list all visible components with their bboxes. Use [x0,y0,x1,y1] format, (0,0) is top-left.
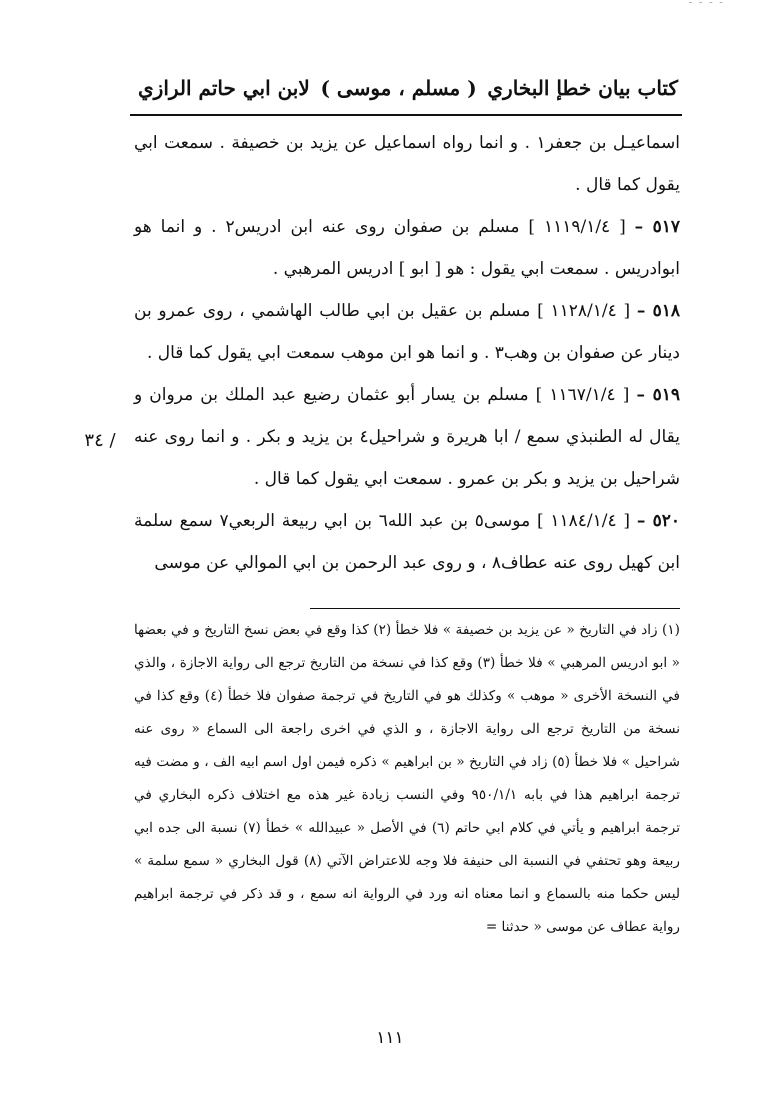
margin-page-marker: / ٣٤ [84,430,116,451]
entry-reference: [ ١١٢٨/١/٤ ] [537,301,631,321]
section-title: ( مسلم ، موسى ) [320,76,477,100]
entry-519 [134,374,680,500]
entry-number: ٥١٧ – [634,217,681,237]
main-text [134,122,680,584]
corner-mark: ˘ ˘ ˘ ˘ [688,2,725,10]
entry-text: مسلم بن عقيل بن ابي طالب الهاشمي ، روى عمرو بن دينار عن صفوان بن وهب٣ . و انما هو ابن موهب سمعت ابي يقول كما قال . [134,301,680,363]
entry-reference: [ ١١١٩/١/٤ ] [528,217,626,237]
header-rule [130,114,682,116]
footnotes [134,614,680,944]
entry-520 [134,500,680,584]
book-title: كتاب بيان خطإ البخاري [487,76,678,100]
footnote-separator [310,608,680,609]
entry-number: ٥١٨ – [636,301,681,321]
page-header [138,68,678,108]
entry-517 [134,206,680,290]
entry-518 [134,290,680,374]
page-number: ١١١ [376,1028,404,1048]
entry-reference: [ ١١٦٧/١/٤ ] [535,385,630,405]
intro-paragraph: اسماعيـل بن جعفر١ . و انما رواه اسماعيل عن يزيد بن خصيفة . سمعت ابي يقول كما قال . [134,133,680,195]
entry-number: ٥١٩ – [636,385,680,405]
author-name: لابن ابي حاتم الرازي [138,76,310,100]
footnote-text: (١) زاد في التاريخ « عن يزيد بن خصيفة » فلا خطأ (٢) كذا وقع في بعض نسخ التاريخ و في بعضها « ابو ادريس المرهبي » فلا خطأ (٣) وقع كذا في نسخة من التاريخ ترجع الى رواية الاجازة ، والذي في النسخة الأخرى « موهب » وكذلك هو في التاريخ في ترجمة صفوان فلا خطأ (٤) وقع كذا في نسخة من التاريخ ترجع الى رواية الاجازة ، و الذي في اخرى راجعة الى السماع « روى عنه شراحيل » فلا خطأ (٥) زاد في التاريخ « بن ابراهيم » ذكره فيمن اول اسم ابيه الف ، و مضت فيه ترجمة ابراهيم هذا في بابه ٩٥٠/١/١ وفي النسب زيادة غير هذه مع اختلاف ذكره البخاري في ترجمة ابراهيم و يأتي في كلام ابي حاتم (٦) في الأصل « عبيدالله » خطأ (٧) نسبة الى جده ابي ربيعة وهو تحتفي في النسبة الى حنيفة فلا وجه للاعتراض الآتي (٨) قول البخاري « سمع سلمة » ليس حكما منه بالسماع و انما معناه انه ورد في الرواية انه سمع ، و قد ذكر في ترجمة ابراهيم رواية عطاف عن موسى « حدثنا = [134,622,680,935]
entry-text: مسلم بن يسار أبو عثمان رضيع عبد الملك بن مروان و يقال له الطنبذي سمع / ابا هريرة و شراحيل٤ بن يزيد و بكر . و انما روى عنه شراحيل بن يزيد و بكر بن عمرو . سمعت ابي يقول كما قال . [134,385,680,489]
entry-text: موسى٥ بن عبد الله٦ بن ابي ربيعة الربعي٧ سمع سلمة ابن كهيل روى عنه عطاف٨ ، و روى عبد الرحمن بن ابي الموالي عن موسى [134,511,680,573]
entry-text: مسلم بن صفوان روى عنه ابن ادريس٢ . و انما هو ابوادريس . سمعت ابي يقول : هو [ ابو ] ادريس المرهبي . [134,217,680,279]
entry-reference: [ ١١٨٤/١/٤ ] [536,511,631,531]
entry-number: ٥٢٠ – [636,511,681,531]
